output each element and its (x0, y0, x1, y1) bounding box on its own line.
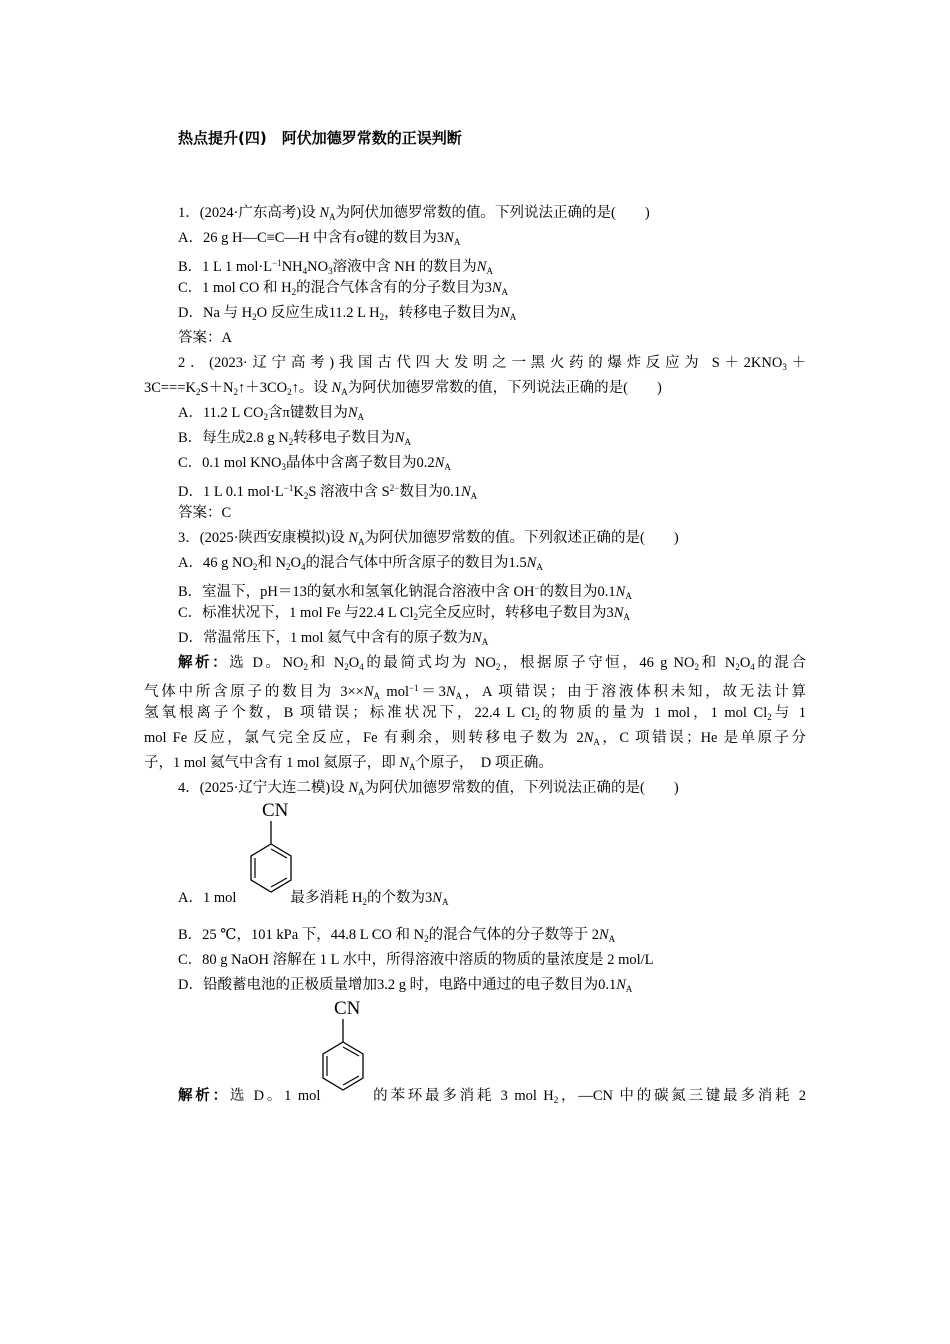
q1-option-a: A．26 g H—C≡C—H 中含有σ键的数目为$3N_A$ (178, 230, 461, 247)
q1-answer: 答案：A (178, 330, 232, 346)
q2-option-c: C．0.1 mol $KNO_3$晶体中含离子数目为$0.2N_A$ (178, 455, 451, 472)
q3-option-a: A．46 g $NO_2$和 $N_2O_4$的混合气体中所含原子的数目为$1.5N_A$ (178, 555, 543, 572)
q1-option-d: D．Na 与 $H_2O$ 反应生成11.2 L $H_2$，转移电子数目为$N_A$ (178, 305, 517, 322)
q4-option-d: D．铅酸蓄电池的正极质量增加3.2 g 时，电路中通过的电子数目为$0.1N_A$ (178, 977, 633, 994)
q2-stem-line2: $3C===K_2S+N_2↑+3CO_2↑$。设 $N_A$为阿伏加德罗常数的值，下列说法正确的是( ) (144, 380, 662, 397)
q2-source: (2023·辽宁高考) (209, 355, 335, 371)
q1-source: (2024·广东高考) (199, 205, 302, 221)
q3-explanation-line4: mol Fe 反应，氯气完全反应，Fe 有剩余，则转移电子数为 $2N_A$，C 项错误；He 是单原子分 (144, 730, 807, 747)
q3-option-d: D．常温常压下，1 mol 氦气中含有的原子数为$N_A$ (178, 630, 489, 647)
q2-answer: 答案：C (178, 505, 232, 521)
q4-source: (2025·辽宁大连二模) (199, 780, 331, 796)
q2-option-d: D．1 L 0.1 $mol\cdot L^{-1}K_2S$ 溶液中含 $S^{2-}$数目为$0.1N_A$ (178, 483, 478, 501)
q3-explanation-line3: 氢氧根离子个数，B 项错误；标准状况下，22.4 L $Cl_2$的物质的量为 1 mol，1 mol $Cl_2$与 1 (144, 705, 806, 722)
q4-option-a: A．1 mol 最多消耗 $H_2$的个数为$3N_A$ (178, 890, 449, 907)
q3-explanation-line5: 子，1 mol 氦气中含有 1 mol 氦原子，即 $N_A$个原子， D 项正确。 (144, 755, 553, 772)
q3-stem: 3．(2025·陕西安康模拟)设 $N_A$为阿伏加德罗常数的值。下列叙述正确的是( ) (178, 530, 679, 547)
q2-stem-line1: 2．(2023·辽宁高考)我国古代四大发明之一黑火药的爆炸反应为 $S+2KNO_3+$ (178, 355, 807, 372)
q3-option-b: B．室温下，pH＝13的氨水和氢氧化钠混合溶液中含 OH−的数目为$0.1N_A$ (178, 583, 632, 601)
q3-option-c: C．标准状况下，1 mol Fe 与22.4 L $Cl_2$完全反应时，转移电子数目为$3N_A$ (178, 605, 630, 622)
q4-explanation-line1: 解析：选 D。1 mol 的苯环最多消耗 3 mol $H_2$，—CN 中的碳氮三键最多消耗 2 (178, 1088, 807, 1105)
q3-source: (2025·陕西安康模拟) (199, 530, 331, 546)
q4-option-b: B．25 ℃，101 kPa 下，44.8 L CO 和 $N_2$的混合气体的分子数等于 $2N_A$ (178, 927, 616, 944)
q4-option-c: C．80 g NaOH 溶解在 1 L 水中，所得溶液中溶质的物质的量浓度是 2 mol/L (178, 952, 654, 968)
q4-explanation-label: 解析： (178, 1088, 230, 1104)
q3-explanation-line2: 气体中所含原子的数目为 $3\times\times N_A$ $mol^{-1}=3N_A$，A 项错误；由于溶液体积未知，故无法计算 (144, 683, 807, 701)
cn-label: CN (262, 800, 289, 821)
q3-explanation-line1: 解析：选 D。$NO_2$和 $N_2O_4$的最简式均为 $NO_2$，根据原子守恒，46 g $NO_2$和 $N_2O_4$的混合 (178, 655, 806, 672)
q2-option-a: A．11.2 L $CO_2$含π键数目为$N_A$ (178, 405, 365, 422)
q4-stem: 4．(2025·辽宁大连二模)设 $N_A$为阿伏加德罗常数的值，下列说法正确的是( ) (178, 780, 679, 797)
q1-stem: 1．(2024·广东高考)设 $N_A$为阿伏加德罗常数的值。下列说法正确的是( ) (178, 205, 650, 222)
q3-explanation-label: 解析： (178, 655, 230, 671)
cn-label: CN (334, 998, 361, 1019)
q1-option-c: C．1 mol CO 和 $H_2$的混合气体含有的分子数目为$3N_A$ (178, 280, 509, 297)
q1-option-b: B．1 L 1 $mol\cdot L^{-1}NH_4NO_3$溶液中含 NH 的数目为$N_A$ (178, 258, 493, 276)
q2-option-b: B．每生成2.8 g $N_2$转移电子数目为$N_A$ (178, 430, 411, 447)
page-title: 热点提升(四) 阿伏加德罗常数的正误判断 (178, 129, 462, 147)
